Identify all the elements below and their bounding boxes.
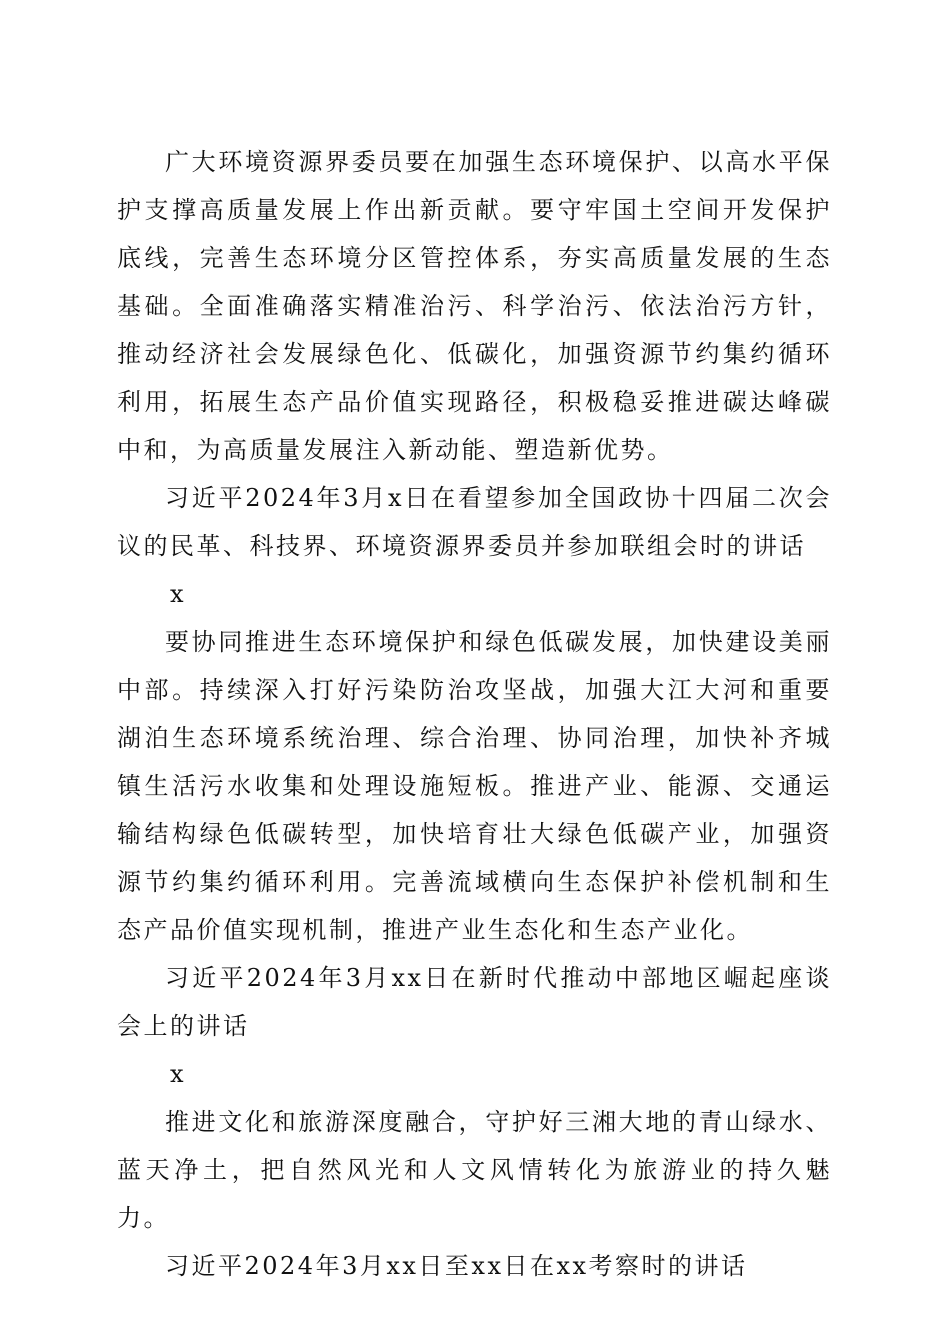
- body-paragraph: 广大环境资源界委员要在加强生态环境保护、以高水平保护支撑高质量发展上作出新贡献。要守牢国土空间开发保护底线，完善生态环境分区管控体系，夯实高质量发展的生态基础。全面准确落实精准治污、科学治污、依法治污方针，推动经济社会发展绿色化、低碳化，加强资源节约集约循环利用，拓展生态产品价值实现路径，积极稳妥推进碳达峰碳中和，为高质量发展注入新动能、塑造新优势。: [117, 148, 832, 464]
- body-paragraph: 推进文化和旅游深度融合，守护好三湘大地的青山绿水、蓝天净土，把自然风光和人文风情转化为旅游业的持久魅力。: [117, 1108, 832, 1232]
- body-paragraph: 要协同推进生态环境保护和绿色低碳发展，加快建设美丽中部。持续深入打好污染防治攻坚战，加强大江大河和重要湖泊生态环境系统治理、综合治理、协同治理，加快补齐城镇生活污水收集和处理设施短板。推进产业、能源、交通运输结构绿色低碳转型，加快培育壮大绿色低碳产业，加强资源节约集约循环利用。完善流域横向生态保护补偿机制和生态产品价值实现机制，推进产业生态化和生态产业化。: [117, 628, 832, 944]
- source-citation: 习近平2024年3月xx日在新时代推动中部地区崛起座谈会上的讲话: [117, 964, 832, 1040]
- source-citation: 习近平2024年3月xx日至xx日在xx考察时的讲话: [165, 1252, 748, 1280]
- source-citation: 习近平2024年3月x日在看望参加全国政协十四届二次会议的民革、科技界、环境资源界委员并参加联组会时的讲话: [117, 484, 832, 560]
- section-marker: x: [170, 580, 187, 608]
- document-body: [117, 138, 832, 1290]
- section-marker: x: [170, 1060, 187, 1088]
